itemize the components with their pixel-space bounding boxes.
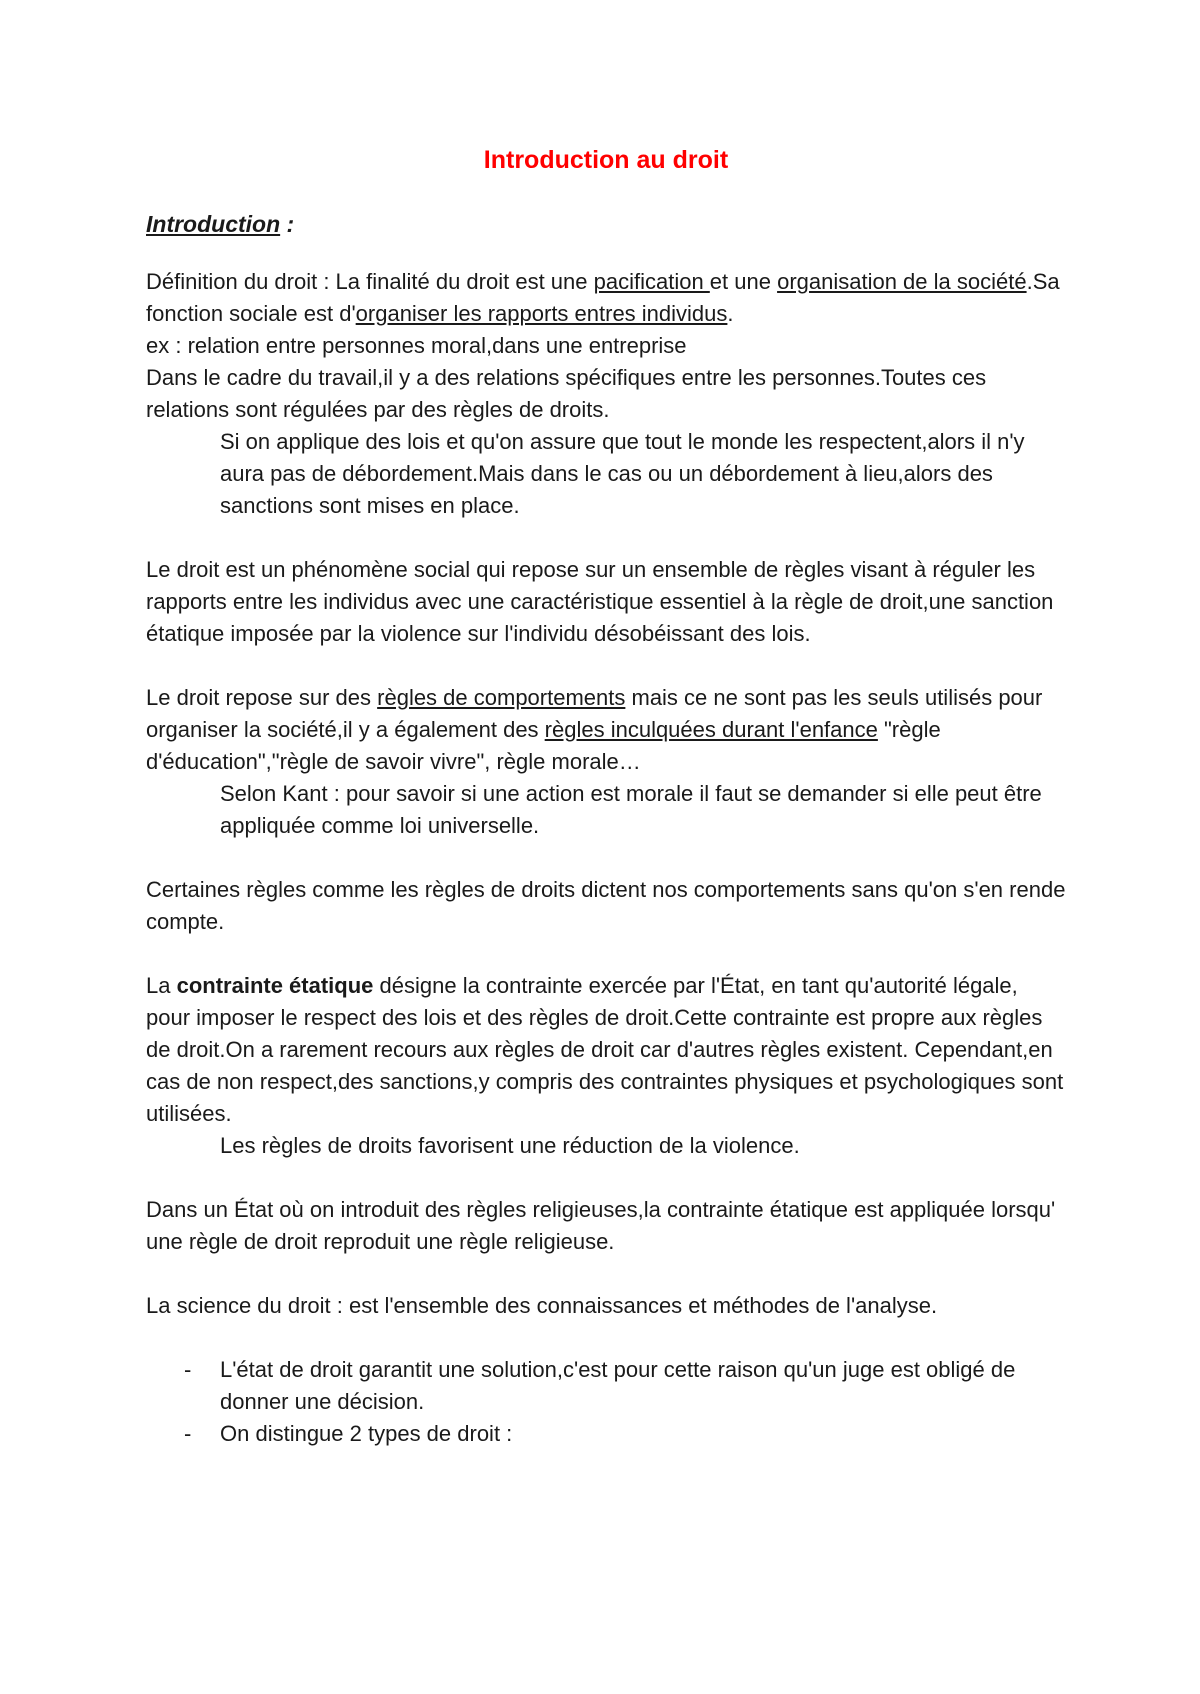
paragraph-work-relations: Dans le cadre du travail,il y a des relations spécifiques entre les personnes.Toutes ces relations sont régulées par des règles de droits. — [146, 365, 987, 422]
spacer — [146, 522, 1066, 554]
dash-bullet: - — [184, 1421, 192, 1446]
text-run: .Sa fonction sociale est d' — [146, 269, 1060, 326]
paragraph-kant: Selon Kant : pour savoir si une action est morale il faut se demander si elle peut être appliquée comme loi universelle. — [220, 781, 1042, 838]
document-body — [146, 140, 1066, 1450]
underlined-term: pacification — [593, 269, 710, 294]
list-item-text: On distingue 2 types de droit : — [220, 1421, 513, 1446]
paragraph-religious-rules: Dans un État où on introduit des règles religieuses,la contrainte étatique est appliquée lorsqu' une règle de droit reproduit une règle religieuse. — [146, 1197, 1056, 1254]
text-run: Le droit repose sur des — [146, 685, 378, 710]
text-run: Définition du droit : La finalité du droit est une — [146, 269, 594, 294]
underlined-term: organiser les rapports entres individus — [355, 301, 728, 326]
paragraph-social-phenomenon: Le droit est un phénomène social qui repose sur un ensemble de règles visant à réguler les rapports entre les individus avec une caractéristique essentiel à la règle de droit,une sanction étatique imposée par la violence sur l'individu désobéissant des lois. — [146, 557, 1054, 646]
document-title: Introduction au droit — [483, 146, 729, 174]
text-run: et une — [709, 269, 778, 294]
paragraph-state-constraint — [146, 970, 1066, 1130]
paragraph-example: ex : relation entre personnes moral,dans une entreprise — [146, 333, 687, 358]
bold-term: contrainte étatique — [176, 973, 374, 998]
paragraph-behavior-rules — [146, 682, 1066, 778]
underlined-term: organisation de la société — [777, 269, 1027, 294]
list-item — [146, 1418, 1066, 1450]
spacer — [146, 650, 1066, 682]
spacer — [146, 938, 1066, 970]
list-item — [146, 1354, 1066, 1418]
underlined-term: règles de comportements — [377, 685, 626, 710]
dash-list — [146, 1354, 1066, 1450]
list-item-text: L'état de droit garantit une solution,c'est pour cette raison qu'un juge est obligé de donner une décision. — [220, 1357, 1016, 1414]
paragraph-definition — [146, 266, 1066, 330]
spacer — [146, 842, 1066, 874]
text-run: mais ce ne sont pas les seuls utilisés pour organiser la société,il y a également des — [146, 685, 1043, 742]
underlined-term: règles inculquées durant l'enfance — [544, 717, 878, 742]
paragraph-laws-respect: Si on applique des lois et qu'on assure que tout le monde les respectent,alors il n'y aura pas de débordement.Mais dans le cas ou un débordement à lieu,alors des sanctions sont mises en place. — [220, 429, 1025, 518]
spacer — [146, 1322, 1066, 1354]
section-heading-colon: : — [280, 211, 295, 237]
text-run: désigne la contrainte exercée par l'État, en tant qu'autorité légale, pour imposer le respect des lois et des règles de droit.Cette contrainte est propre aux règles de droit.On a rarement recours aux règles de droit car d'autres règles existent. Cependant,en cas de non respect,des sanctions,y compris des contraintes physiques et psychologiques sont utilisées. — [146, 973, 1064, 1126]
paragraph-law-science: La science du droit : est l'ensemble des connaissances et méthodes de l'analyse. — [146, 1293, 938, 1318]
paragraph-certain-rules: Certaines règles comme les règles de droits dictent nos comportements sans qu'on s'en rende compte. — [146, 877, 1066, 934]
paragraph-violence-reduction: Les règles de droits favorisent une réduction de la violence. — [220, 1133, 800, 1158]
dash-bullet: - — [184, 1357, 192, 1382]
spacer — [146, 1162, 1066, 1194]
section-heading-text: Introduction — [146, 211, 281, 237]
text-run: "règle d'éducation","règle de savoir vivre", règle morale… — [146, 717, 941, 774]
text-run: . — [727, 301, 734, 326]
text-run: La — [146, 973, 177, 998]
spacer — [146, 1258, 1066, 1290]
section-heading — [146, 208, 1066, 240]
